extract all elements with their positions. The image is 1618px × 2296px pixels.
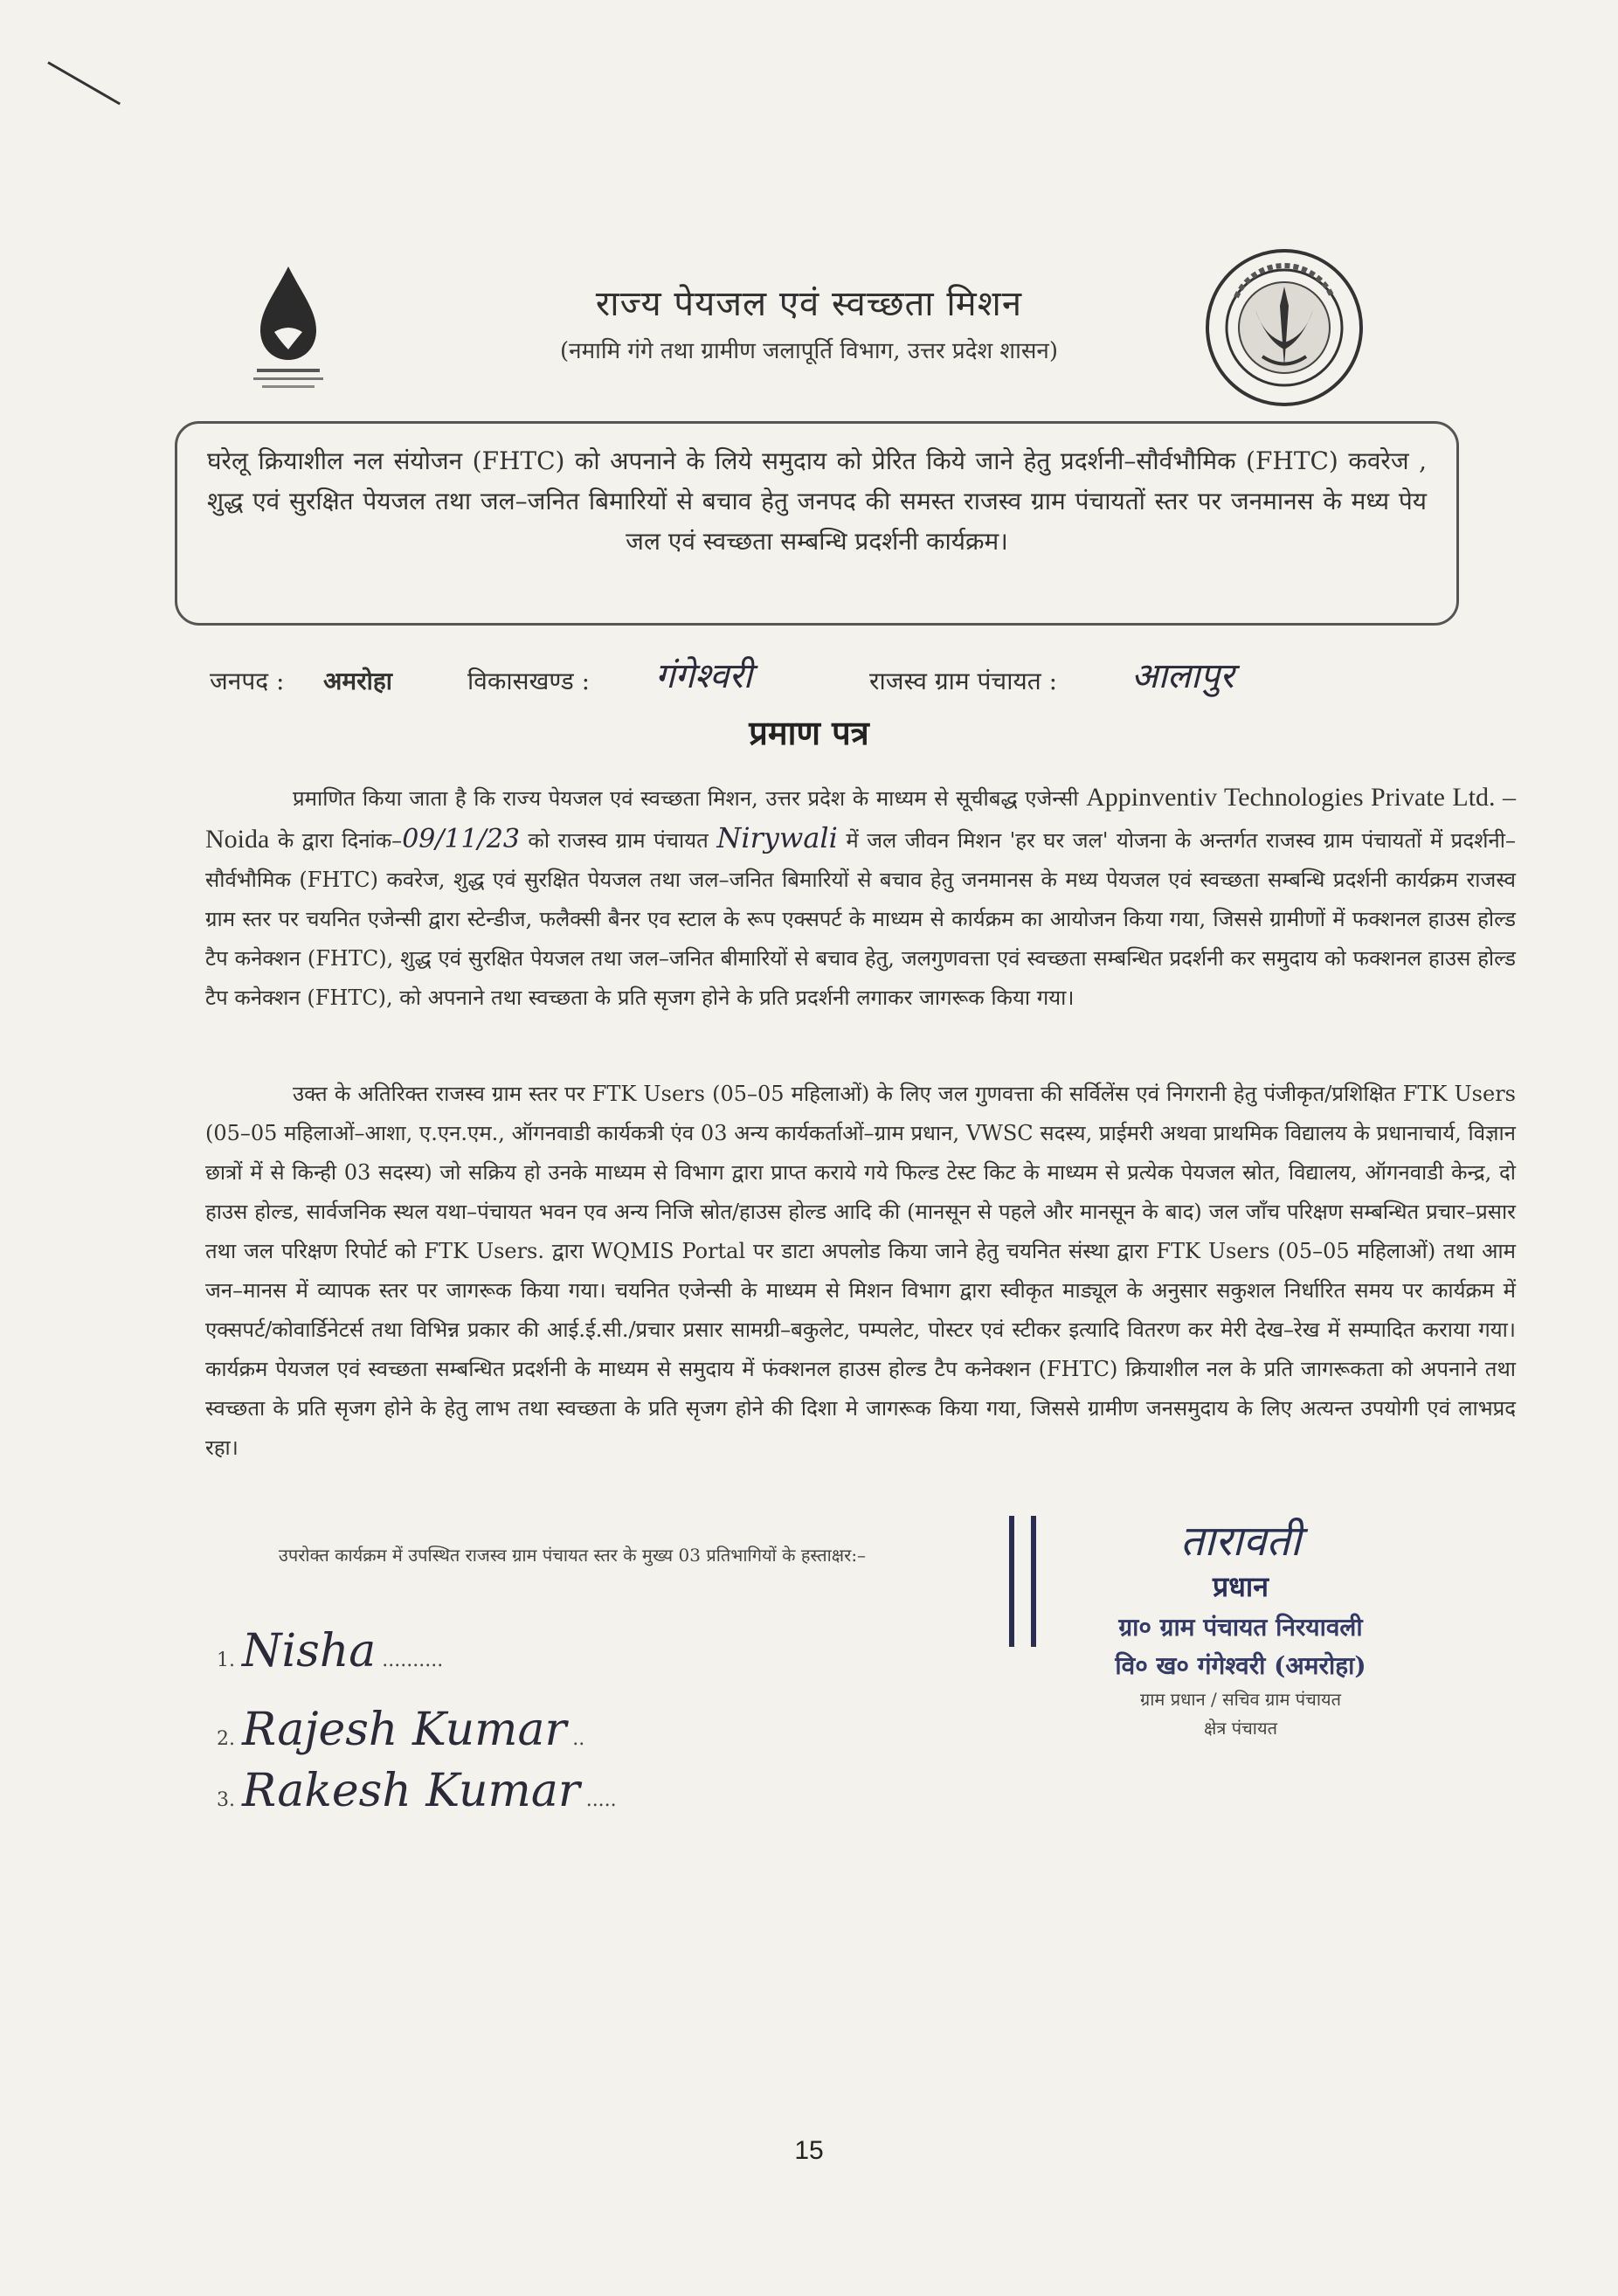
signature-caption: उपरोक्त कार्यक्रम में उपस्थित राजस्व ग्राम पंचायत स्तर के मुख्य 03 प्रतिभागियों के हस्ताक्षर:– — [278, 1545, 867, 1566]
pradhan-stamp — [1048, 1511, 1433, 1739]
block-value: गंगेश्वरी — [655, 656, 752, 696]
up-govt-emblem — [1201, 245, 1367, 411]
subject-box — [175, 421, 1459, 626]
signature-number: 3. — [217, 1789, 235, 1811]
certificate-heading: प्रमाण पत्र — [749, 713, 869, 752]
body-paragraph-2: उक्त के अतिरिक्त राजस्व ग्राम स्तर पर FTK Users (05–05 महिलाओं) के लिए जल गुणवत्ता की सर्विलेंस एवं निगरानी हेतु पंजीकृत/प्रशिक्षित FTK Users (05–05 महिलाओं–आशा, ए.एन.एम., ऑगनवाडी कार्यकत्री एंव 03 अन्य कार्यकर्ताओं–ग्राम प्रधान, VWSC सदस्य, प्राईमरी अथवा प्राथमिक विद्यालय के प्रधानाचार्य, विज्ञान छात्रों में से किन्ही 03 सदस्य) जो सक्रिय हो उनके माध्यम से विभाग द्वारा प्राप्त कराये गये फिल्ड टेस्ट किट के माध्यम से प्रत्येक पेयजल स्रोत, विद्यालय, ऑगनवाडी केन्द्र, दो हाउस होल्ड, सार्वजनिक स्थल यथा–पंचायत भवन एव अन्य निजि स्रोत/हाउस होल्ड आदि की (मानसून से पहले और मानसून के बाद) जल जाँच परिक्षण सम्बन्धित प्रचार–प्रसार तथा जल परिक्षण रिपोर्ट को FTK Users. द्वारा WQMIS Portal पर डाटा अपलोड किया जाने हेतु चयनित संस्था द्वारा FTK Users (05–05 महिलाओं) तथा आम जन–मानस में व्यापक स्तर पर जागरूक किया गया। चयनित एजेन्सी के माध्यम से मिशन विभाग द्वारा स्वीकृत माड्यूल के अनुसार सकुशल निर्धारित समय पर कार्यक्रम में एक्सपर्ट/कोवार्डिनेटर्स तथा विभिन्न प्रकार की आई.ई.सी./प्रचार प्रसार सामग्री–बकुलेट, पम्पलेट, पोस्टर एवं स्टीकर इत्यादि वितरण कर मेरी देख–रेख में सम्पादित कराया गया। कार्यक्रम पेयजल एवं स्वच्छता सम्बन्धित प्रदर्शनी के माध्यम से समुदाय में फंक्शनल हाउस होल्ड टैप कनेक्शन (FHTC) क्रियाशील नल के प्रति जागरूकता को अपनाने तथा स्वच्छता के प्रति सृजग होने के हेतु लाभ तथा स्वच्छता के प्रति सृजग होने की दिशा मे जागरूक किया गया, जिससे ग्रामीण जनसमुदाय के लिए अत्यन्त उपयोगी एवं लाभप्रद रहा। — [205, 1082, 1516, 1460]
signature-line-2: 2. Rajesh Kumar .. — [217, 1704, 585, 1756]
stamp-bar-left — [1009, 1516, 1014, 1647]
p1-text-a: प्रमाणित किया जाता है कि राज्य पेयजल एवं स्वच्छता मिशन, उत्तर प्रदेश के माध्यम से सूचीबद्ध एजेन्सी — [293, 786, 1079, 811]
participant-signature: Rajesh Kumar — [242, 1704, 567, 1756]
body-paragraph-1 — [205, 778, 1516, 1018]
pradhan-signature: तारावती — [1179, 1517, 1302, 1566]
stamp-area: क्षेत्र पंचायत — [1204, 1718, 1277, 1739]
signature-number: 1. — [217, 1649, 235, 1671]
stamp-panchayat: ग्रा० ग्राम पंचायत निरयावली — [1118, 1613, 1363, 1642]
panchayat-label: राजस्व ग्राम पंचायत : — [869, 667, 1057, 695]
village-name: Nirywali — [716, 821, 838, 854]
district-label: जनपद : — [210, 667, 285, 695]
p1-text-d: में जल जीवन मिशन 'हर घर जल' योजना के अन्तर्गत राजस्व ग्राम पंचायतों में प्रदर्शनी–सौर्वभौमिक (FHTC) कवरेज, शुद्ध एवं सुरक्षित पेयजल तथा जल–जनित बिमारियों से बचाव हेतु जनमानस के मध्य पेयजल एवं स्वच्छता सम्बन्धि प्रदर्शनी कार्यक्रम राजस्व ग्राम स्तर पर चयनित एजेन्सी द्वारा स्टेन्डीज, फलैक्सी बैनर एव स्टाल के रूप एक्सपर्ट के माध्यम से कार्यक्रम का आयोजन किया गया, जिससे ग्रामीणों में फक्शनल हाउस होल्ड टैप कनेक्शन (FHTC), शुद्ध एवं सुरक्षित पेयजल तथा जल–जनित बीमारियों से बचाव हेतु, जलगुणवत्ता एवं स्वच्छता सम्बन्धित प्रदर्शनी कर समुदाय को फक्शनल हाउस होल्ड टैप कनेक्शन (FHTC), को अपनाने तथा स्वच्छता के प्रति सृजग होने के प्रति प्रदर्शनी लगाकर जागरूक किया गया। — [205, 828, 1516, 1010]
p1-text-c: को राजस्व ग्राम पंचायत — [528, 828, 709, 853]
signature-line-3: 3. Rakesh Kumar ..... — [217, 1765, 617, 1817]
signature-number: 2. — [217, 1728, 235, 1750]
block-label: विकासखण्ड : — [467, 667, 591, 695]
mission-subtitle: (नमामि गंगे तथा ग्रामीण जलापूर्ति विभाग, उत्तर प्रदेश शासन) — [560, 338, 1058, 364]
page-number: 15 — [794, 2136, 824, 2165]
company-name: Appinventiv Technologies Private Ltd. – Noida — [205, 783, 1516, 854]
emblem-seal-icon — [1201, 245, 1367, 411]
participant-signature: Nisha — [242, 1625, 377, 1677]
mission-title: राज्य पेयजल एवं स्वच्छता मिशन — [595, 284, 1023, 324]
signature-line-1: 1. Nisha .......... — [217, 1625, 444, 1677]
pen-mark — [47, 61, 121, 105]
stamp-title: प्रधान — [1213, 1570, 1269, 1603]
subject-text: घरेलू क्रियाशील नल संयोजन (FHTC) को अपनाने के लिये समुदाय को प्रेरित किये जाने हेतु प्रदर्शनी–सौर्वभौमिक (FHTC) कवरेज , शुद्ध एवं सुरक्षित पेयजल तथा जल–जनित बिमारियों से बचाव हेतु जनपद की समस्त राजस्व ग्राम पंचायतों स्तर पर जनमानस के मध्य पेय जल एवं स्वच्छता सम्बन्धि प्रदर्शनी कार्यक्रम। — [207, 446, 1427, 556]
p1-text-b: के द्वारा दिनांक– — [277, 828, 403, 853]
participant-signature: Rakesh Kumar — [242, 1765, 580, 1817]
district-value: अमरोहा — [323, 667, 392, 695]
stamp-block: वि० ख० गंगेश्वरी (अमरोहा) — [1115, 1651, 1366, 1680]
stamp-bar-right — [1031, 1516, 1036, 1647]
event-date: 09/11/23 — [402, 824, 520, 854]
stamp-designation: ग्राम प्रधान / सचिव ग्राम पंचायत — [1139, 1689, 1342, 1710]
location-fields — [201, 656, 1424, 708]
panchayat-value: आलापुर — [1131, 656, 1234, 696]
